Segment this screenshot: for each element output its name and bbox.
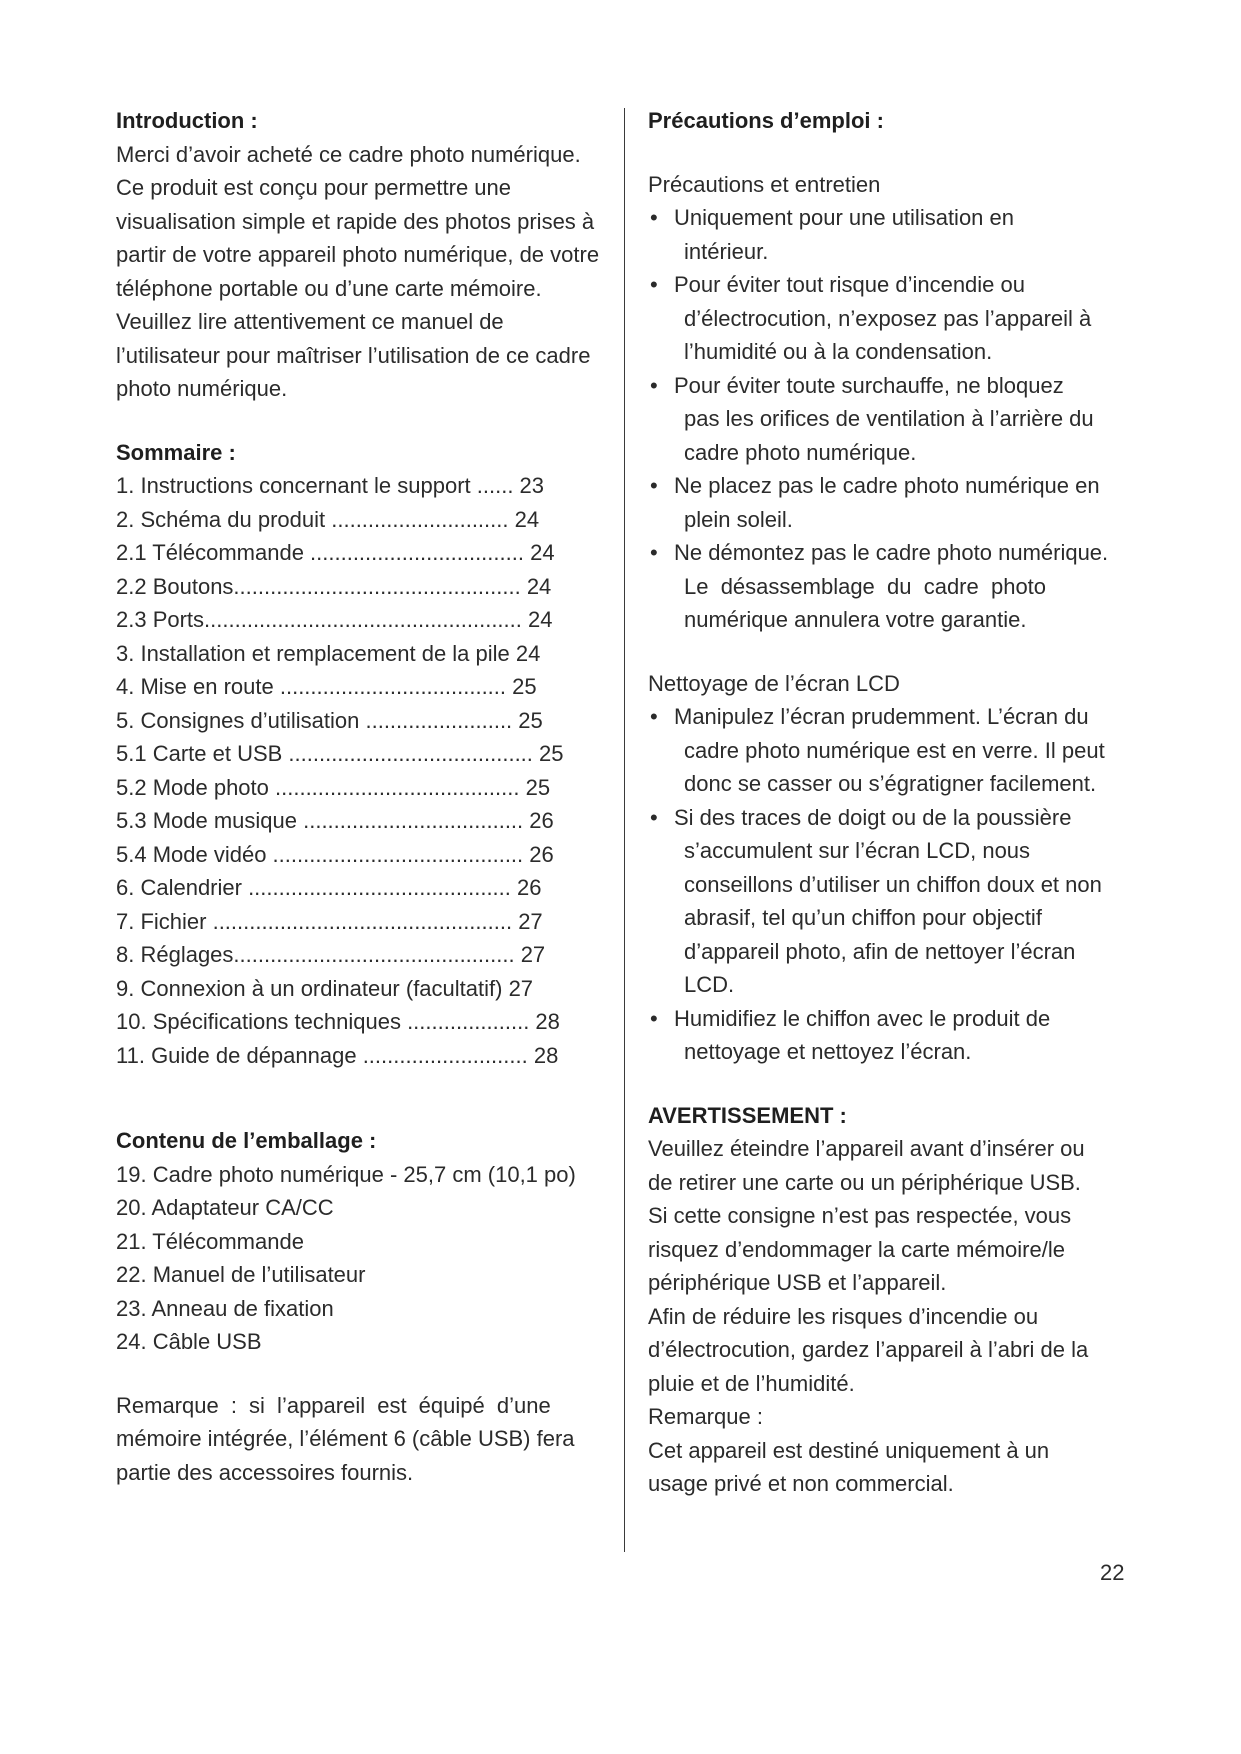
warning-line: d’électrocution, gardez l’appareil à l’abri de la [648,1337,1089,1362]
warning-line: périphérique USB et l’appareil. [648,1270,947,1295]
bullet-icon: • [650,473,658,498]
toc-item: 2.2 Boutons............................................... 24 [116,573,552,599]
toc-item: 5.4 Mode vidéo ......................................... 26 [116,841,554,867]
toc-item: 1. Instructions concernant le support ...... 23 [116,473,545,498]
warning-line: Remarque : [648,1404,763,1429]
bullet-icon: • [650,272,658,297]
bullet-item: • Humidifiez le chiffon avec le produit de nettoyage et nettoyez l’écran. [648,1002,1143,1069]
package-item: 19. Cadre photo numérique - 25,7 cm (10,1 po) [116,1161,576,1187]
bullet-icon: • [650,205,658,230]
intro-line: visualisation simple et rapide des photos prises à [116,208,595,234]
intro-text [116,138,626,406]
bullet-item: • Manipulez l’écran prudemment. L’écran du cadre photo numérique est en verre. Il peut donc se casser ou s’égratigner facilement. [648,700,1143,801]
package-item: 21. Télécommande [116,1228,304,1254]
warning-line: pluie et de l’humidité. [648,1370,855,1396]
toc-item: 2.1 Télécommande ................................... 24 [116,540,555,565]
lcd-bullet-list [648,700,1143,1069]
intro-line: photo numérique. [116,376,288,401]
bullet-icon: • [650,1005,658,1031]
bullet-icon: • [650,540,658,565]
bullet-item: • Uniquement pour une utilisation en intérieur. [648,201,1143,268]
intro-line: l’utilisateur pour maîtriser l’utilisation de ce cadre [116,342,591,368]
package-contents-list [116,1158,626,1359]
toc-item: 4. Mise en route ..................................... 25 [116,674,537,699]
remark-line: mémoire intégrée, l’élément 6 (câble USB) fera [116,1426,575,1451]
intro-line: Ce produit est conçu pour permettre une [116,175,512,200]
bullet-item: • Pour éviter toute surchauffe, ne bloquez pas les orifices de ventilation à l’arrière du cadre photo numérique. [648,369,1143,470]
warning-text [648,1132,1143,1501]
toc-item: 8. Réglages.............................................. 27 [116,942,546,967]
package-item: 24. Câble USB [116,1329,262,1354]
bullet-item: • Pour éviter tout risque d’incendie ou d’électrocution, n’exposez pas l’appareil à l’humidité ou à la condensation. [648,268,1143,369]
column-divider [624,108,625,1552]
toc-item: 7. Fichier ................................................. 27 [116,908,543,934]
package-remark [116,1389,626,1490]
warning-line: de retirer une carte ou un périphérique USB. [648,1169,1081,1195]
toc-item: 6. Calendrier ........................................... 26 [116,875,542,900]
right-column [648,104,1143,1501]
warning-line: Afin de réduire les risques d’incendie ou [648,1303,1039,1329]
toc-item: 3. Installation et remplacement de la pile 24 [116,640,541,666]
toc-item: 11. Guide de dépannage ........................... 28 [116,1042,559,1068]
toc-item: 2.3 Ports.................................................... 24 [116,607,553,632]
bullet-item: • Ne démontez pas le cadre photo numérique. Le désassemblage du cadre photo numérique annulera votre garantie. [648,536,1143,637]
bullet-icon: • [650,372,658,398]
care-bullet-list [648,201,1143,637]
remark-line: Remarque : si l’appareil est équipé d’une [116,1392,551,1418]
toc-item: 5.2 Mode photo ........................................ 25 [116,774,551,800]
table-of-contents [116,469,626,1072]
bullet-item: • Si des traces de doigt ou de la poussière s’accumulent sur l’écran LCD, nous conseillons d’utiliser un chiffon doux et non abrasif, tel qu’un chiffon pour objectif d’appareil photo, afin de nettoyer l’écran LCD. [648,801,1143,1002]
intro-line: Veuillez lire attentivement ce manuel de [116,309,504,334]
bullet-icon: • [650,704,658,729]
warning-line: Veuillez éteindre l’appareil avant d’insérer ou [648,1136,1085,1161]
warning-line: Cet appareil est destiné uniquement à un [648,1437,1050,1463]
intro-line: Merci d’avoir acheté ce cadre photo numérique. [116,141,581,167]
toc-item: 5. Consignes d’utilisation ........................ 25 [116,707,543,733]
toc-heading: Sommaire : [116,439,236,465]
bullet-item: • Ne placez pas le cadre photo numérique en plein soleil. [648,469,1143,536]
toc-item: 9. Connexion à un ordinateur (facultatif) 27 [116,975,534,1001]
warning-line: risquez d’endommager la carte mémoire/le [648,1236,1065,1262]
warning-line: usage privé et non commercial. [648,1471,954,1496]
toc-item: 5.1 Carte et USB ........................................ 25 [116,741,564,766]
intro-line: téléphone portable ou d’une carte mémoire. [116,275,542,301]
toc-item: 10. Spécifications techniques .................... 28 [116,1009,560,1034]
package-item: 22. Manuel de l’utilisateur [116,1262,366,1287]
care-title: Précautions et entretien [648,171,881,197]
bullet-icon: • [650,804,658,830]
warning-line: Si cette consigne n’est pas respectée, vous [648,1203,1072,1228]
package-item: 23. Anneau de fixation [116,1295,334,1321]
intro-heading: Introduction : [116,108,258,133]
toc-item: 5.3 Mode musique .................................... 26 [116,808,554,833]
warning-heading: AVERTISSEMENT : [648,1102,847,1128]
left-column [116,104,626,1489]
lcd-cleaning-title: Nettoyage de l’écran LCD [648,670,900,696]
page-number: 22 [1100,1560,1125,1585]
toc-item: 2. Schéma du produit ............................. 24 [116,506,540,532]
package-heading: Contenu de l’emballage : [116,1128,377,1153]
intro-line: partir de votre appareil photo numérique, de votre [116,242,600,267]
package-item: 20. Adaptateur CA/CC [116,1195,334,1220]
precautions-heading: Précautions d’emploi : [648,108,884,133]
remark-line: partie des accessoires fournis. [116,1459,414,1485]
